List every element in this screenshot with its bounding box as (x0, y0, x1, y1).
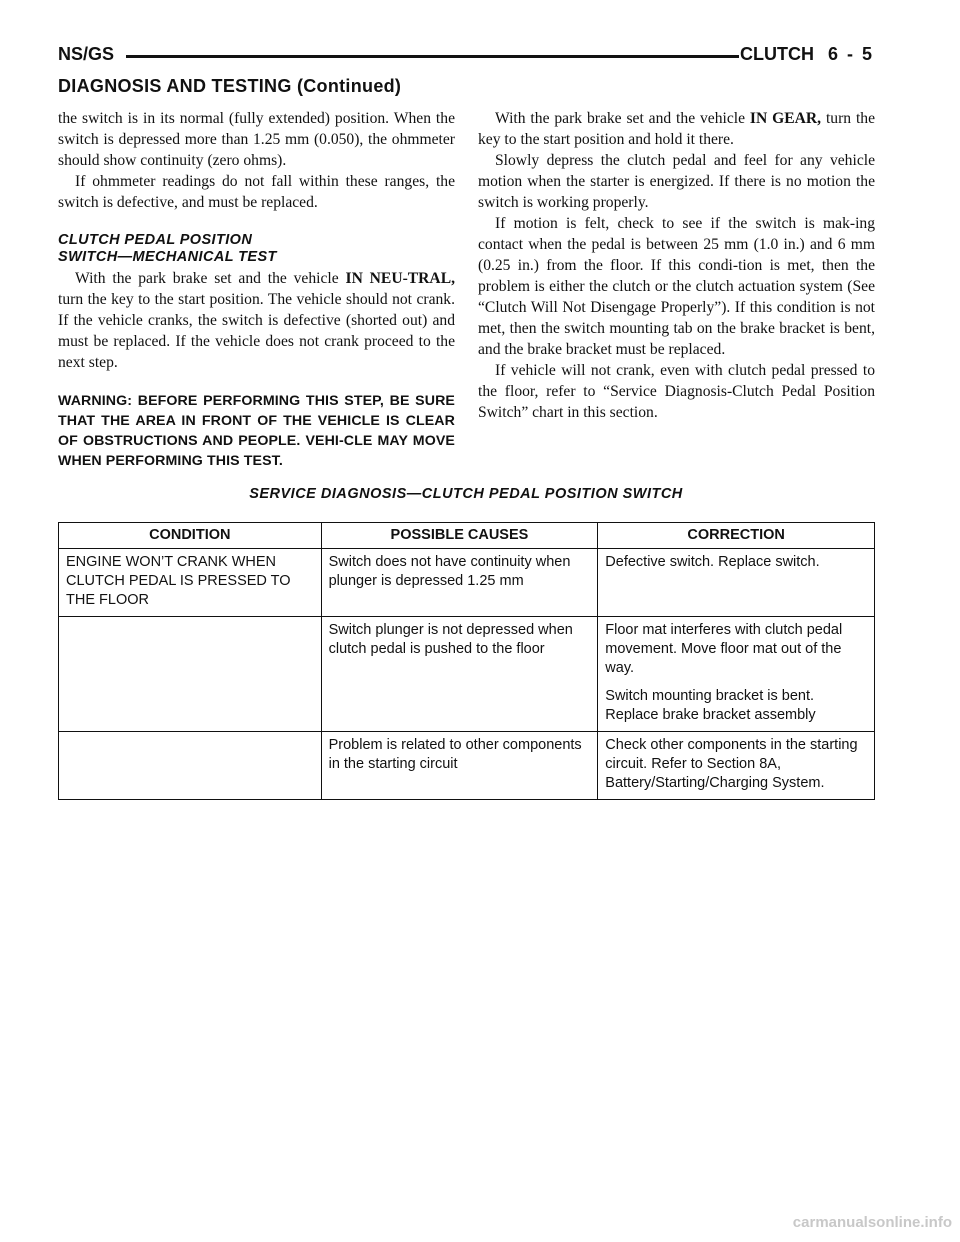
paragraph: Slowly depress the clutch pedal and feel for any vehicle motion when the starter is energized. If there is no motion the switch is working properly. (478, 152, 875, 211)
emphasis-text: IN NEU-TRAL, (345, 270, 455, 287)
cause-cell: Switch does not have continuity when plunger is depressed 1.25 mm (321, 549, 598, 617)
correction-cell (598, 617, 875, 732)
table-title: SERVICE DIAGNOSIS—CLUTCH PEDAL POSITION SWITCH (249, 486, 683, 502)
left-column (58, 108, 455, 471)
column-header: CORRECTION (598, 523, 875, 549)
page-number: 6 - 5 (827, 44, 874, 64)
correction-text: Floor mat interferes with clutch pedal movement. Move floor mat out of the way. (605, 622, 843, 676)
text-run: turn the key to the start position. The vehicle should not crank. If the vehicle cranks, the switch is defective (shorted out) and must be replaced. If the vehicle does not crank proceed to the next step. (58, 291, 455, 371)
header-rule (126, 55, 739, 58)
warning-note: WARNING: BEFORE PERFORMING THIS STEP, BE SURE THAT THE AREA IN FRONT OF THE VEHICLE IS CLEAR OF OBSTRUCTIONS AND PEOPLE. VEHI-CLE MAY MOVE WHEN PERFORMING THIS TEST. (58, 393, 455, 469)
right-column (478, 108, 875, 423)
table-row (59, 617, 875, 732)
header-right (740, 44, 874, 65)
correction-text: Check other components in the starting circuit. Refer to Section 8A, Battery/Starting/Charging System. (605, 737, 858, 791)
paragraph (478, 108, 875, 150)
watermark: carmanualsonline.info (792, 1214, 952, 1231)
condition-cell: ENGINE WON’T CRANK WHEN CLUTCH PEDAL IS PRESSED TO THE FLOOR (59, 549, 322, 617)
model-code: NS/GS (58, 44, 115, 64)
cause-cell: Switch plunger is not depressed when clutch pedal is pushed to the floor (321, 617, 598, 732)
column-header: POSSIBLE CAUSES (321, 523, 598, 549)
text-run: turn the key to the start position and hold it there. (478, 110, 876, 148)
column-header: CONDITION (59, 523, 322, 549)
condition-cell (59, 732, 322, 800)
correction-text: Switch mounting bracket is bent. Replace brake bracket assembly (605, 688, 816, 723)
table-header-row (59, 523, 875, 549)
paragraph (58, 268, 455, 373)
section-title: DIAGNOSIS AND TESTING (Continued) (58, 76, 402, 96)
page-header (58, 42, 874, 70)
table-row (59, 549, 875, 617)
correction-cell (598, 549, 875, 617)
paragraph: the switch is in its normal (fully extended) position. When the switch is depressed more than 1.25 mm (0.050), the ohmmeter should show continuity (zero ohms). (58, 110, 455, 169)
condition-cell (59, 617, 322, 732)
paragraph: If motion is felt, check to see if the switch is mak-ing contact when the pedal is between 25 mm (1.0 in.) and 6 mm (0.25 in.) from the floor. If this condi-tion is met, then the problem is either the clutch or the clutch actuation system (See “Clutch Will Not Disengage Properly”). If this condition is not met, then the switch mounting tab on the brake bracket is bent, and the brake bracket must be replaced. (478, 215, 875, 358)
subsection-heading-line: CLUTCH PEDAL POSITION (58, 232, 253, 248)
diagnosis-table (58, 522, 875, 800)
chapter-name: CLUTCH (739, 44, 814, 64)
cause-cell: Problem is related to other components in the starting circuit (321, 732, 598, 800)
paragraph: If vehicle will not crank, even with clutch pedal pressed to the floor, refer to “Service Diagnosis-Clutch Pedal Position Switch” chart in this section. (478, 362, 875, 421)
subsection-heading (58, 232, 455, 266)
paragraph: If ohmmeter readings do not fall within these ranges, the switch is defective, and must be replaced. (58, 173, 455, 211)
subsection-heading-line: SWITCH—MECHANICAL TEST (58, 249, 277, 265)
text-run: With the park brake set and the vehicle (75, 270, 346, 287)
correction-cell (598, 732, 875, 800)
text-run: With the park brake set and the vehicle (495, 110, 750, 127)
correction-text: Defective switch. Replace switch. (605, 554, 820, 570)
table-row (59, 732, 875, 800)
emphasis-text: IN GEAR, (749, 110, 822, 127)
